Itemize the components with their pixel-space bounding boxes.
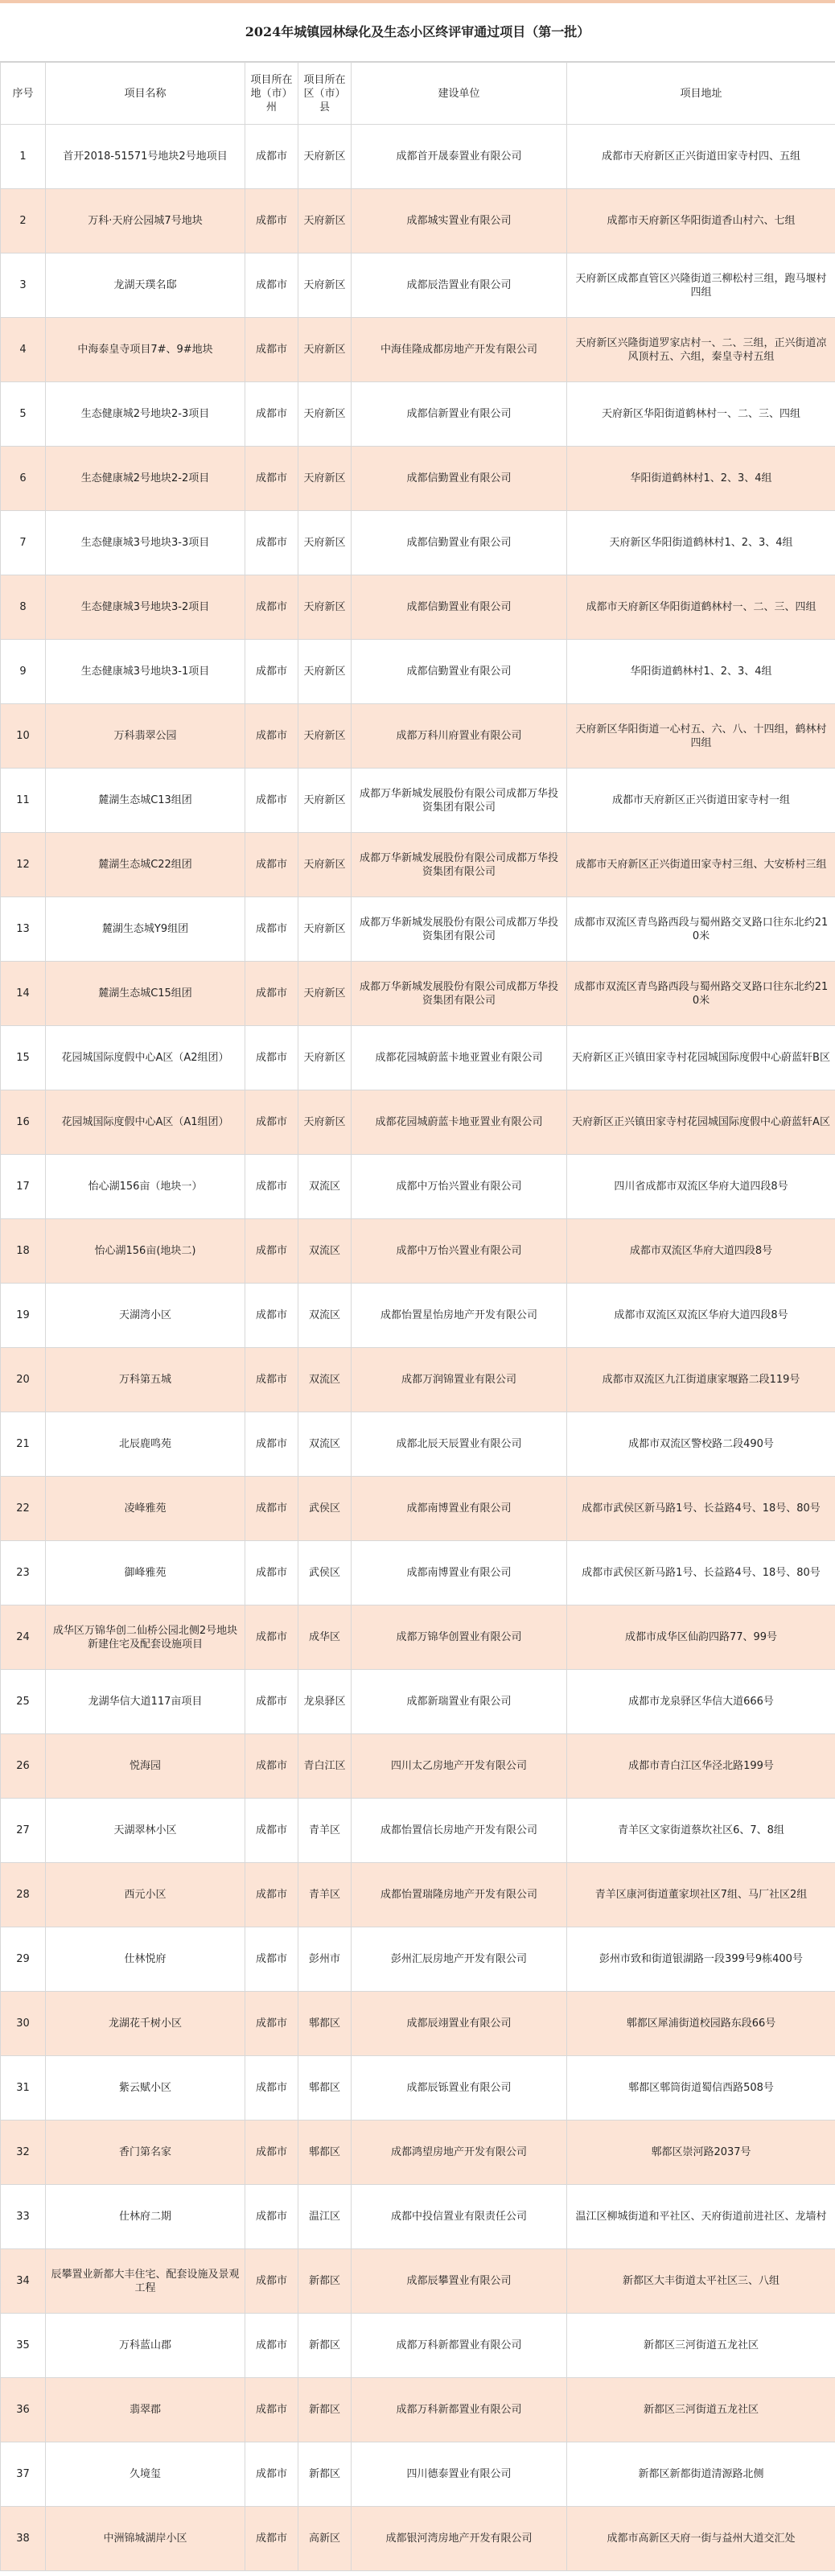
cell-developer: 彭州汇辰房地产开发有限公司 [352,1927,567,1992]
cell-city: 成都市 [245,447,298,511]
cell-district: 双流区 [298,1155,352,1219]
cell-district: 天府新区 [298,962,352,1026]
table-row [1,897,835,962]
cell-index: 18 [1,1219,46,1284]
cell-index: 8 [1,575,46,640]
cell-district: 双流区 [298,1284,352,1348]
cell-city: 成都市 [245,833,298,897]
cell-district: 武侯区 [298,1541,352,1605]
cell-address: 青羊区文家街道蔡坎社区6、7、8组 [567,1799,835,1863]
header-address: 项目地址 [567,63,835,125]
cell-developer: 成都怡置星怡房地产开发有限公司 [352,1284,567,1348]
table-row [1,2442,835,2507]
cell-district: 天府新区 [298,897,352,962]
table-row [1,1863,835,1927]
cell-index: 32 [1,2121,46,2185]
table-header-row [1,63,835,125]
cell-developer: 成都新瑞置业有限公司 [352,1670,567,1734]
cell-address: 华阳街道鹤林村1、2、3、4组 [567,447,835,511]
cell-city: 成都市 [245,1734,298,1799]
cell-index: 31 [1,2056,46,2121]
cell-developer: 成都万科川府置业有限公司 [352,704,567,769]
cell-index: 17 [1,1155,46,1219]
cell-district: 青羊区 [298,1863,352,1927]
cell-developer: 成都万润锦置业有限公司 [352,1348,567,1412]
cell-address: 成都市高新区天府一街与益州大道交汇处 [567,2507,835,2571]
cell-address: 成都市天府新区正兴街道田家寺村四、五组 [567,125,835,189]
cell-city: 成都市 [245,897,298,962]
cell-district: 成华区 [298,1605,352,1670]
cell-project-name: 中洲锦城湖岸小区 [46,2507,245,2571]
cell-project-name: 怡心湖156亩（地块一） [46,1155,245,1219]
table-row [1,511,835,575]
cell-project-name: 生态健康城2号地块2-2项目 [46,447,245,511]
table-row [1,2056,835,2121]
cell-city: 成都市 [245,640,298,704]
cell-district: 天府新区 [298,382,352,447]
table-row [1,704,835,769]
cell-index: 7 [1,511,46,575]
cell-developer: 四川太乙房地产开发有限公司 [352,1734,567,1799]
cell-project-name: 万科·天府公园城7号地块 [46,189,245,253]
cell-project-name: 花园城国际度假中心A区（A2组团） [46,1026,245,1090]
cell-index: 19 [1,1284,46,1348]
cell-project-name: 首开2018-51571号地块2号地项目 [46,125,245,189]
cell-city: 成都市 [245,1090,298,1155]
table-row [1,2121,835,2185]
table-row [1,382,835,447]
cell-developer: 成都信勤置业有限公司 [352,447,567,511]
cell-index: 22 [1,1477,46,1541]
cell-city: 成都市 [245,1284,298,1348]
cell-developer: 成都信勤置业有限公司 [352,640,567,704]
cell-city: 成都市 [245,769,298,833]
cell-district: 彭州市 [298,1927,352,1992]
cell-developer: 成都辰铄置业有限公司 [352,2056,567,2121]
table-row [1,1219,835,1284]
cell-project-name: 中海泰皇寺项目7#、9#地块 [46,318,245,382]
cell-district: 天府新区 [298,318,352,382]
cell-developer: 成都花园城蔚蓝卡地亚置业有限公司 [352,1026,567,1090]
cell-address: 温江区柳城街道和平社区、天府街道前进社区、龙墙村 [567,2185,835,2249]
cell-district: 天府新区 [298,833,352,897]
table-row [1,2185,835,2249]
cell-district: 郫都区 [298,1992,352,2056]
cell-address: 天府新区华阳街道鹤林村1、2、3、4组 [567,511,835,575]
cell-project-name: 仕林府二期 [46,2185,245,2249]
cell-project-name: 紫云赋小区 [46,2056,245,2121]
cell-address: 新都区大丰街道太平社区三、八组 [567,2249,835,2314]
cell-developer: 成都首开晟泰置业有限公司 [352,125,567,189]
cell-district: 双流区 [298,1348,352,1412]
cell-index: 1 [1,125,46,189]
cell-city: 成都市 [245,2314,298,2378]
cell-city: 成都市 [245,1863,298,1927]
cell-city: 成都市 [245,189,298,253]
table-row [1,2507,835,2571]
cell-district: 新都区 [298,2314,352,2378]
cell-city: 成都市 [245,704,298,769]
cell-index: 21 [1,1412,46,1477]
cell-address: 成都市双流区九江街道康家堰路二段119号 [567,1348,835,1412]
cell-index: 3 [1,253,46,318]
table-row [1,318,835,382]
cell-district: 天府新区 [298,1090,352,1155]
cell-index: 29 [1,1927,46,1992]
table-row [1,1605,835,1670]
cell-developer: 成都信新置业有限公司 [352,382,567,447]
cell-project-name: 天湖湾小区 [46,1284,245,1348]
cell-index: 11 [1,769,46,833]
cell-index: 13 [1,897,46,962]
cell-district: 武侯区 [298,1477,352,1541]
cell-city: 成都市 [245,2056,298,2121]
cell-city: 成都市 [245,125,298,189]
cell-city: 成都市 [245,2507,298,2571]
cell-district: 新都区 [298,2378,352,2442]
cell-address: 成都市双流区青鸟路西段与蜀州路交叉路口往东北约210米 [567,962,835,1026]
cell-index: 23 [1,1541,46,1605]
cell-project-name: 仕林悦府 [46,1927,245,1992]
cell-city: 成都市 [245,962,298,1026]
cell-index: 37 [1,2442,46,2507]
cell-district: 天府新区 [298,253,352,318]
cell-index: 26 [1,1734,46,1799]
cell-address: 成都市天府新区华阳街道鹤林村一、二、三、四组 [567,575,835,640]
table-row [1,640,835,704]
cell-city: 成都市 [245,1927,298,1992]
cell-project-name: 龙湖天璞名邸 [46,253,245,318]
cell-city: 成都市 [245,1155,298,1219]
cell-project-name: 久境玺 [46,2442,245,2507]
cell-district: 天府新区 [298,769,352,833]
cell-developer: 成都辰攀置业有限公司 [352,2249,567,2314]
cell-project-name: 香门第名家 [46,2121,245,2185]
cell-city: 成都市 [245,511,298,575]
cell-city: 成都市 [245,1219,298,1284]
cell-address: 彭州市致和街道银湖路一段399号9栋400号 [567,1927,835,1992]
cell-district: 双流区 [298,1219,352,1284]
cell-address: 天府新区成都直管区兴隆街道三柳松村三组，跑马堰村四组 [567,253,835,318]
cell-index: 6 [1,447,46,511]
cell-index: 16 [1,1090,46,1155]
cell-address: 天府新区兴隆街道罗家店村一、二、三组，正兴街道凉风顶村五、六组，秦皇寺村五组 [567,318,835,382]
cell-project-name: 悦海园 [46,1734,245,1799]
cell-developer: 成都中万怡兴置业有限公司 [352,1219,567,1284]
cell-city: 成都市 [245,1541,298,1605]
cell-address: 新都区新都街道清源路北侧 [567,2442,835,2507]
cell-index: 10 [1,704,46,769]
cell-index: 20 [1,1348,46,1412]
cell-project-name: 御峰雅苑 [46,1541,245,1605]
cell-address: 天府新区正兴镇田家寺村花园城国际度假中心蔚蓝轩A区 [567,1090,835,1155]
cell-project-name: 生态健康城3号地块3-3项目 [46,511,245,575]
cell-address: 天府新区正兴镇田家寺村花园城国际度假中心蔚蓝轩B区 [567,1026,835,1090]
header-city: 项目所在地（市）州 [245,63,298,125]
table-row [1,253,835,318]
header-index: 序号 [1,63,46,125]
cell-index: 15 [1,1026,46,1090]
cell-developer: 四川德泰置业有限公司 [352,2442,567,2507]
cell-developer: 成都鸿望房地产开发有限公司 [352,2121,567,2185]
cell-address: 四川省成都市双流区华府大道四段8号 [567,1155,835,1219]
cell-index: 33 [1,2185,46,2249]
cell-index: 25 [1,1670,46,1734]
cell-developer: 成都中投信置业有限责任公司 [352,2185,567,2249]
cell-developer: 成都信勤置业有限公司 [352,575,567,640]
cell-address: 新都区三河街道五龙社区 [567,2314,835,2378]
cell-address: 成都市天府新区华阳街道香山村六、七组 [567,189,835,253]
cell-project-name: 生态健康城3号地块3-1项目 [46,640,245,704]
cell-index: 14 [1,962,46,1026]
cell-city: 成都市 [245,1799,298,1863]
cell-project-name: 麓湖生态城C22组团 [46,833,245,897]
project-table [0,62,835,2571]
cell-index: 30 [1,1992,46,2056]
cell-project-name: 怡心湖156亩(地块二) [46,1219,245,1284]
cell-project-name: 麓湖生态城C13组团 [46,769,245,833]
cell-project-name: 生态健康城3号地块3-2项目 [46,575,245,640]
table-row [1,1026,835,1090]
cell-address: 成都市双流区华府大道四段8号 [567,1219,835,1284]
cell-developer: 成都南博置业有限公司 [352,1541,567,1605]
cell-developer: 成都万锦华创置业有限公司 [352,1605,567,1670]
cell-address: 成都市青白江区华泾北路199号 [567,1734,835,1799]
cell-developer: 成都怡置信长房地产开发有限公司 [352,1799,567,1863]
cell-project-name: 生态健康城2号地块2-3项目 [46,382,245,447]
cell-address: 青羊区康河街道董家坝社区7组、马厂社区2组 [567,1863,835,1927]
cell-index: 27 [1,1799,46,1863]
cell-project-name: 龙湖花千树小区 [46,1992,245,2056]
table-row [1,1799,835,1863]
cell-address: 新都区三河街道五龙社区 [567,2378,835,2442]
cell-city: 成都市 [245,1670,298,1734]
cell-project-name: 龙湖华信大道117亩项目 [46,1670,245,1734]
table-row [1,1670,835,1734]
header-project-name: 项目名称 [46,63,245,125]
cell-city: 成都市 [245,2121,298,2185]
table-row [1,1927,835,1992]
cell-developer: 成都信勤置业有限公司 [352,511,567,575]
table-row [1,1348,835,1412]
cell-city: 成都市 [245,1412,298,1477]
cell-district: 天府新区 [298,640,352,704]
cell-index: 5 [1,382,46,447]
table-body [1,125,835,2571]
cell-index: 4 [1,318,46,382]
cell-district: 天府新区 [298,511,352,575]
cell-developer: 成都辰翊置业有限公司 [352,1992,567,2056]
cell-address: 成都市天府新区正兴街道田家寺村一组 [567,769,835,833]
cell-developer: 成都城实置业有限公司 [352,189,567,253]
cell-district: 双流区 [298,1412,352,1477]
cell-developer: 成都中万怡兴置业有限公司 [352,1155,567,1219]
cell-district: 龙泉驿区 [298,1670,352,1734]
cell-developer: 成都万华新城发展股份有限公司成都万华投资集团有限公司 [352,897,567,962]
cell-project-name: 成华区万锦华创二仙桥公园北侧2号地块新建住宅及配套设施项目 [46,1605,245,1670]
cell-project-name: 麓湖生态城C15组团 [46,962,245,1026]
cell-developer: 成都万华新城发展股份有限公司成都万华投资集团有限公司 [352,833,567,897]
cell-address: 成都市龙泉驿区华信大道666号 [567,1670,835,1734]
cell-district: 温江区 [298,2185,352,2249]
table-row [1,769,835,833]
cell-index: 35 [1,2314,46,2378]
cell-index: 24 [1,1605,46,1670]
cell-project-name: 万科翡翠公园 [46,704,245,769]
cell-index: 34 [1,2249,46,2314]
cell-city: 成都市 [245,382,298,447]
cell-address: 郫都区郫筒街道蜀信西路508号 [567,2056,835,2121]
document-title: 2024年城镇园林绿化及生态小区终评审通过项目（第一批） [0,3,835,62]
cell-district: 青白江区 [298,1734,352,1799]
cell-district: 郫都区 [298,2121,352,2185]
cell-district: 天府新区 [298,575,352,640]
table-row [1,189,835,253]
cell-address: 成都市武侯区新马路1号、长益路4号、18号、80号 [567,1541,835,1605]
cell-index: 12 [1,833,46,897]
cell-district: 高新区 [298,2507,352,2571]
cell-city: 成都市 [245,318,298,382]
cell-city: 成都市 [245,1605,298,1670]
cell-district: 天府新区 [298,189,352,253]
cell-city: 成都市 [245,1026,298,1090]
cell-project-name: 麓湖生态城Y9组团 [46,897,245,962]
cell-developer: 成都怡置瑞隆房地产开发有限公司 [352,1863,567,1927]
cell-developer: 中海佳隆成都房地产开发有限公司 [352,318,567,382]
cell-developer: 成都银河湾房地产开发有限公司 [352,2507,567,2571]
cell-address: 成都市双流区青鸟路西段与蜀州路交叉路口往东北约210米 [567,897,835,962]
header-developer: 建设单位 [352,63,567,125]
cell-project-name: 北辰鹿鸣苑 [46,1412,245,1477]
cell-address: 天府新区华阳街道一心村五、六、八、十四组，鹤林村四组 [567,704,835,769]
table-row [1,1155,835,1219]
cell-project-name: 万科蓝山郡 [46,2314,245,2378]
table-row [1,2314,835,2378]
cell-address: 成都市双流区警校路二段490号 [567,1412,835,1477]
cell-index: 28 [1,1863,46,1927]
cell-index: 9 [1,640,46,704]
cell-address: 成都市成华区仙韵四路77、99号 [567,1605,835,1670]
cell-city: 成都市 [245,575,298,640]
cell-address: 成都市天府新区正兴街道田家寺村三组、大安桥村三组 [567,833,835,897]
table-row [1,447,835,511]
cell-index: 38 [1,2507,46,2571]
cell-city: 成都市 [245,1992,298,2056]
cell-project-name: 天湖翠林小区 [46,1799,245,1863]
cell-city: 成都市 [245,253,298,318]
cell-project-name: 辰攀置业新都大丰住宅、配套设施及景观工程 [46,2249,245,2314]
table-row [1,1992,835,2056]
cell-developer: 成都南博置业有限公司 [352,1477,567,1541]
table-row [1,2378,835,2442]
cell-city: 成都市 [245,2249,298,2314]
cell-address: 郫都区崇河路2037号 [567,2121,835,2185]
cell-address: 华阳街道鹤林村1、2、3、4组 [567,640,835,704]
cell-address: 成都市武侯区新马路1号、长益路4号、18号、80号 [567,1477,835,1541]
cell-district: 天府新区 [298,1026,352,1090]
cell-city: 成都市 [245,1477,298,1541]
table-row [1,1477,835,1541]
table-row [1,1090,835,1155]
table-row [1,1734,835,1799]
cell-city: 成都市 [245,2442,298,2507]
cell-address: 成都市双流区双流区华府大道四段8号 [567,1284,835,1348]
table-row [1,1284,835,1348]
table-row [1,575,835,640]
cell-project-name: 花园城国际度假中心A区（A1组团） [46,1090,245,1155]
cell-district: 新都区 [298,2249,352,2314]
header-district: 项目所在区（市）县 [298,63,352,125]
cell-district: 天府新区 [298,125,352,189]
cell-city: 成都市 [245,1348,298,1412]
cell-project-name: 翡翠郡 [46,2378,245,2442]
cell-project-name: 凌峰雅苑 [46,1477,245,1541]
cell-developer: 成都万科新都置业有限公司 [352,2314,567,2378]
cell-developer: 成都花园城蔚蓝卡地亚置业有限公司 [352,1090,567,1155]
cell-address: 郫都区犀浦街道校园路东段66号 [567,1992,835,2056]
cell-district: 天府新区 [298,704,352,769]
cell-developer: 成都辰浩置业有限公司 [352,253,567,318]
cell-developer: 成都万华新城发展股份有限公司成都万华投资集团有限公司 [352,769,567,833]
table-row [1,1541,835,1605]
cell-district: 青羊区 [298,1799,352,1863]
cell-index: 2 [1,189,46,253]
cell-city: 成都市 [245,2185,298,2249]
table-row [1,833,835,897]
cell-city: 成都市 [245,2378,298,2442]
table-row [1,125,835,189]
cell-district: 天府新区 [298,447,352,511]
cell-project-name: 西元小区 [46,1863,245,1927]
cell-index: 36 [1,2378,46,2442]
cell-developer: 成都万华新城发展股份有限公司成都万华投资集团有限公司 [352,962,567,1026]
cell-district: 新都区 [298,2442,352,2507]
cell-district: 郫都区 [298,2056,352,2121]
cell-developer: 成都北辰天辰置业有限公司 [352,1412,567,1477]
table-row [1,962,835,1026]
cell-address: 天府新区华阳街道鹤林村一、二、三、四组 [567,382,835,447]
cell-developer: 成都万科新都置业有限公司 [352,2378,567,2442]
table-row [1,2249,835,2314]
cell-project-name: 万科第五城 [46,1348,245,1412]
table-row [1,1412,835,1477]
